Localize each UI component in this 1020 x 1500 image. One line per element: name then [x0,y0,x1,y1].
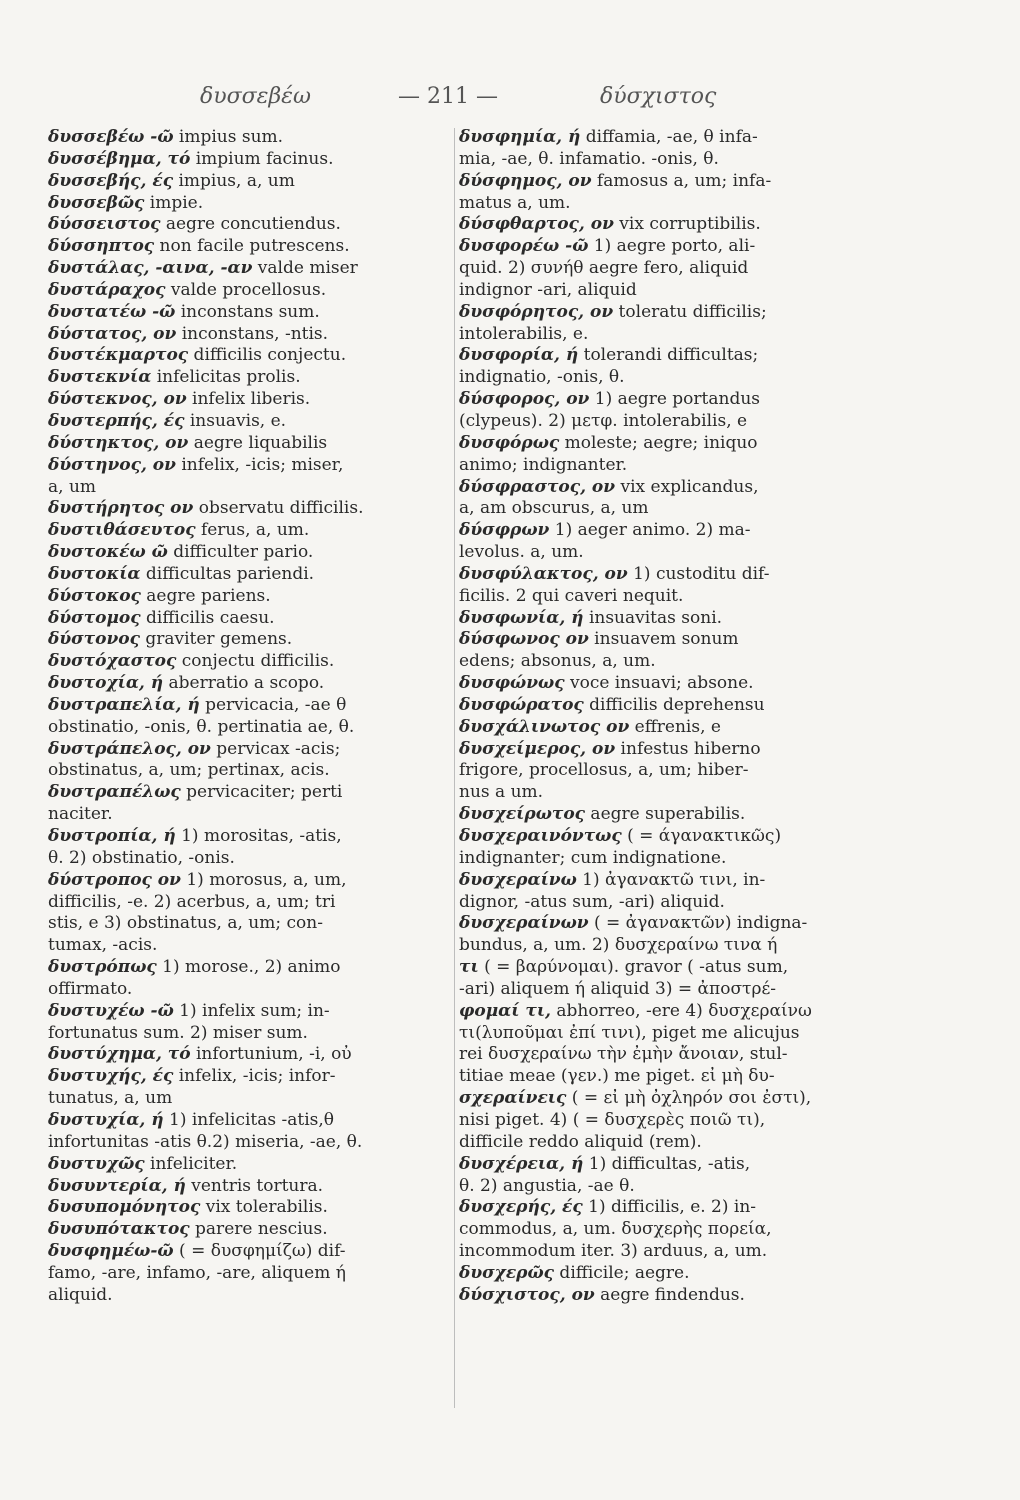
headword: δυστεκνία [48,367,152,388]
entry-line: obstinatio, -onis, θ. pertinatia ae, θ. [48,716,355,737]
entry-line: δυσφόρως moleste; aegre; iniquo [459,432,758,453]
entry-line: naciter. [48,804,113,825]
entry-line: δύστονος graviter gemens. [48,629,293,650]
entry-line: δυστήρητος ον observatu difficilis. [48,498,364,519]
entry-line: -ari) aliquem ή aliquid 3) = ἀποστρέ- [459,978,776,999]
headword: δύστηνος, ον [48,454,176,475]
headword: δυστιθάσευτος [48,520,196,541]
entry-line: δυσφωνία, ή insuavitas soni. [459,607,723,628]
entry-line: δύστατος, ον inconstans, -ntis. [48,323,329,344]
entry-line: δυστυχέω -ῶ 1) infelix sum; in- [48,1000,330,1021]
entry-line: δύστροπος ον 1) morosus, a, um, [48,869,347,890]
entry-line: obstinatus, a, um; pertinax, acis. [48,760,330,781]
headword: δυσυντερία, ή [48,1175,186,1196]
headword: δυσσεβής, ές [48,170,174,191]
entry-line: δυσυντερία, ή ventris tortura. [48,1175,324,1196]
entry-line: nus a um. [459,782,544,803]
entry-line: intolerabilis, e. [459,323,589,344]
entry-line: infortunitas -atis θ.2) miseria, -ae, θ. [48,1131,363,1152]
entry-line: δυσφορία, ή tolerandi difficultas; [459,345,759,366]
entry-line: θ. 2) angustia, -ae θ. [459,1175,635,1196]
entry-line: indignor -ari, aliquid [459,279,637,300]
entry-line: difficilis, -e. 2) acerbus, a, um; tri [48,891,336,912]
entry-line: δυστερπής, ές insuavis, e. [48,410,287,431]
headword: δυστραπέλως [48,782,181,803]
headword: δυστυχέω -ῶ [48,1000,174,1021]
headword: δυσχερής, ές [459,1197,583,1218]
entry-line: δυσχέρεια, ή 1) difficultas, -atis, [459,1153,751,1174]
headword: δυστραπελία, ή [48,694,200,715]
column-divider [454,128,455,1408]
running-head [0,78,1020,118]
entry-line: δυσχεραίνω 1) ἀγανακτῶ τινι, in- [459,869,766,890]
entry-line: tunatus, a, um [48,1088,173,1109]
headword: δυσφύλακτος, ον [459,563,628,584]
headword: δύστεκνος, ον [48,389,187,410]
entry-line: δυστράπελος, ον pervicax -acis; [48,738,341,759]
headword: δυσχέρεια, ή [459,1153,584,1174]
headword: δυστροπία, ή [48,826,176,846]
headword: δυσφωνία, ή [459,607,584,628]
right-column [459,127,865,1307]
headword: δυστρόπως [48,957,157,978]
entry-line: δυστάραχος valde procellosus. [48,279,327,300]
headword: δυστυχής, ές [48,1066,174,1087]
headword: δυσφώρατος [459,694,584,715]
entry-line: offirmato. [48,978,133,999]
entry-line: δυστοχία, ή aberratio a scopo. [48,673,325,694]
headword: δυστάραχος [48,279,166,300]
headword: δύσφρων [459,520,550,541]
headword: φομαί τι, [459,1000,551,1021]
headword: δυσχεραινόντως [459,826,622,846]
entry-line: ficilis. 2 qui caveri nequit. [459,585,684,606]
entry-line: mia, -ae, θ. infamatio. -onis, θ. [459,148,719,169]
entry-line: δυσφημία, ή diffamia, -ae, θ infa- [459,127,758,147]
entry-line: levolus. a, um. [459,542,584,563]
headword: δυστόχαστος [48,651,177,672]
headword: δύστονος [48,629,140,650]
entry-line: fortunatus sum. 2) miser sum. [48,1022,308,1043]
page-number: — 211 — [398,84,498,109]
entry-line: δυσχερῶς difficile; aegre. [459,1262,690,1283]
entry-line: δυστυχῶς infeliciter. [48,1153,238,1174]
headword: δυσφόρητος, ον [459,301,614,322]
entry-line: δυσφορέω -ῶ 1) aegre porto, ali- [459,236,756,257]
headword: δυσχεραίνων [459,913,589,934]
headword: δυστοκέω ῶ [48,542,168,563]
entry-line: δυστροπία, ή 1) morositas, -atis, [48,826,342,846]
headword: δυσχάλινωτος ον [459,716,630,737]
headword: δύστροπος ον [48,869,181,890]
entry-line: aliquid. [48,1284,113,1305]
headword: δυστερπής, ές [48,410,185,431]
entry-line: quid. 2) συνήθ aegre fero, aliquid [459,258,749,279]
headword: δυστράπελος, ον [48,738,211,759]
headword: δυσφημία, ή [459,127,581,147]
entry-line: δύστηνος, ον infelix, -icis; miser, [48,454,344,475]
entry-line: tumax, -acis. [48,935,158,956]
entry-line: τι ( = βαρύνομαι). gravor ( -atus sum, [459,957,789,978]
entry-line: δυστοκέω ῶ difficulter pario. [48,542,314,563]
headword: δυσφώνως [459,673,565,694]
headword: δύσσειστος [48,214,161,235]
entry-line: δυστυχής, ές infelix, -icis; infor- [48,1066,336,1087]
entry-line: δυσσέβημα, τό impium facinus. [48,148,334,169]
entry-line: δυσχερής, ές 1) difficilis, e. 2) in- [459,1197,757,1218]
headword: δυσχείμερος, ον [459,738,616,759]
headword: δυσφόρως [459,432,560,453]
entry-line: δύσσειστος aegre concutiendus. [48,214,341,235]
entry-line: difficile reddo aliquid (rem). [459,1131,702,1152]
entry-line: δυσχάλινωτος ον effrenis, e [459,716,721,737]
headword: δυστυχῶς [48,1153,145,1174]
headword: τι [459,957,479,978]
entry-line: edens; absonus, a, um. [459,651,656,672]
entry-line: τι(λυποῦμαι ἐπί τινι), piget me alicujus [459,1022,800,1043]
header-left-word: δυσσεβέω [200,84,311,109]
headword: δύστομος [48,607,141,628]
header-right-word: δύσχιστος [600,84,717,109]
entry-line: dignor, -atus sum, -ari) aliquid. [459,891,725,912]
entry-line: δυσφημέω-ῶ ( = δυσφημίζω) dif- [48,1241,346,1262]
entry-line: δύστομος difficilis caesu. [48,607,275,628]
entry-line: δύστοκος aegre pariens. [48,585,271,606]
entry-line: δυσυπότακτος parere nescius. [48,1219,328,1240]
entry-line: δυστέκμαρτος difficilis conjectu. [48,345,347,366]
entry-line: δύσφρων 1) aeger animo. 2) ma- [459,520,751,541]
entry-line: δυσχεραινόντως ( = άγανακτικῶς) [459,826,782,846]
entry-line: δυστραπέλως pervicaciter; perti [48,782,343,803]
entry-line: animo; indignanter. [459,454,628,475]
entry-line: nisi piget. 4) ( = δυσχερὲς ποιῶ τι), [459,1109,766,1130]
entry-line: a, um [48,476,97,497]
headword: δυστήρητος ον [48,498,194,519]
headword: δυστυχία, ή [48,1109,164,1130]
entry-line: indignanter; cum indignatione. [459,847,727,868]
entry-line: (clypeus). 2) μετφ. intolerabilis, e [459,410,748,431]
entry-line: δυσχείρωτος aegre superabilis. [459,804,746,825]
headword: δύσφθαρτος, ον [459,214,614,235]
headword: δυστέκμαρτος [48,345,189,366]
entry-line: indignatio, -onis, θ. [459,367,625,388]
headword: δύσφραστος, ον [459,476,616,497]
headword: δυσφημέω-ῶ [48,1241,174,1262]
headword: δυστύχημα, τό [48,1044,191,1065]
headword: δυσυπότακτος [48,1219,190,1240]
entry-line: δυσχείμερος, ον infestus hiberno [459,738,761,759]
entry-line: bundus, a, um. 2) δυσχεραίνω τινα ή [459,935,778,956]
entry-line: δυσυπομόνητος vix tolerabilis. [48,1197,328,1218]
entry-line: δυσφώνως voce insuavi; absone. [459,673,754,694]
headword: δυσυπομόνητος [48,1197,201,1218]
entry-line: δυσφόρητος, ον toleratu difficilis; [459,301,767,322]
entry-line: rei δυσχεραίνω τὴν ἐμὴν ἄνοιαν, stul- [459,1044,788,1065]
entry-line: φομαί τι, abhorreo, -ere 4) δυσχεραίνω [459,1000,812,1021]
headword: δύστηκτος, ον [48,432,189,453]
entry-line: δυστύχημα, τό infortunium, -i, οὐ [48,1044,352,1065]
entry-line: δυσσεβῶς impie. [48,192,204,213]
entry-line: δυστόχαστος conjectu difficilis. [48,651,335,672]
headword: δυσφορία, ή [459,345,579,366]
headword: δυσχερῶς [459,1262,555,1283]
entry-line: δυσφύλακτος, ον 1) custoditu dif- [459,563,770,584]
entry-line: δύσσηπτος non facile putrescens. [48,236,350,257]
headword: δύστατος, ον [48,323,177,344]
entry-line: δυστάλας, -αινα, -αν valde miser [48,258,358,279]
headword: δυσχείρωτος [459,804,586,825]
headword: δυσσεβέω -ῶ [48,127,174,147]
headword: δυσσεβῶς [48,192,145,213]
entry-line: stis, e 3) obstinatus, a, um; con- [48,913,323,934]
entry-line: σχεραίνεις ( = εἰ μὴ ὀχληρόν σοι ἐστι), [459,1088,812,1109]
entry-line: δύσφραστος, ον vix explicandus, [459,476,759,497]
headword: δυσχεραίνω [459,869,577,890]
entry-line: δύστηκτος, ον aegre liquabilis [48,432,328,453]
headword: δυστατέω -ῶ [48,301,176,322]
headword: δυστάλας, -αινα, -αν [48,258,253,279]
headword: δυσφορέω -ῶ [459,236,589,257]
entry-line: commodus, a, um. δυσχερὴς πορεία, [459,1219,772,1240]
entry-line: matus a, um. [459,192,571,213]
headword: δύσφωνος ον [459,629,589,650]
entry-line: θ. 2) obstinatio, -onis. [48,847,235,868]
entry-line: famo, -are, infamo, -are, aliquem ή [48,1262,346,1283]
headword: σχεραίνεις [459,1088,567,1109]
entry-line: δύσφορος, ον 1) aegre portandus [459,389,760,410]
entry-line: δυστιθάσευτος ferus, a, um. [48,520,310,541]
entry-line: δυσσεβέω -ῶ impius sum. [48,127,284,147]
headword: δύσφημος, ον [459,170,592,191]
headword: δύστοκος [48,585,141,606]
entry-line: δυστυχία, ή 1) infelicitas -atis,θ [48,1109,335,1130]
headword: δύσφορος, ον [459,389,590,410]
entry-line: frigore, procellosus, a, um; hiber- [459,760,749,781]
entry-line: δυστατέω -ῶ inconstans sum. [48,301,320,322]
entry-line: a, am obscurus, a, um [459,498,649,519]
entry-line: δύσφωνος ον insuavem sonum [459,629,739,650]
entry-line: incommodum iter. 3) arduus, a, um. [459,1241,768,1262]
entry-line: δυσφώρατος difficilis deprehensu [459,694,765,715]
entry-line: δύσφθαρτος, ον vix corruptibilis. [459,214,761,235]
entry-line: δυσχεραίνων ( = ἀγανακτῶν) indigna- [459,913,808,934]
entry-line: δύσφημος, ον famosus a, um; infa- [459,170,772,191]
headword: δυστοκία [48,563,141,584]
entry-line: δυστραπελία, ή pervicacia, -ae θ [48,694,347,715]
entry-line: δυστοκία difficultas pariendi. [48,563,315,584]
entry-line: δυστεκνία infelicitas prolis. [48,367,301,388]
entry-line: δυστρόπως 1) morose., 2) animo [48,957,341,978]
entry-line: δύσχιστος, ον aegre findendus. [459,1284,745,1305]
left-column [48,127,454,1307]
entry-line: δυσσεβής, ές impius, a, um [48,170,295,191]
headword: δύσσηπτος [48,236,155,257]
headword: δυστοχία, ή [48,673,164,694]
entry-line: δύστεκνος, ον infelix liberis. [48,389,311,410]
entry-line: titiae meae (γεν.) me piget. εἰ μὴ δυ- [459,1066,775,1087]
headword: δύσχιστος, ον [459,1284,595,1305]
headword: δυσσέβημα, τό [48,148,191,169]
